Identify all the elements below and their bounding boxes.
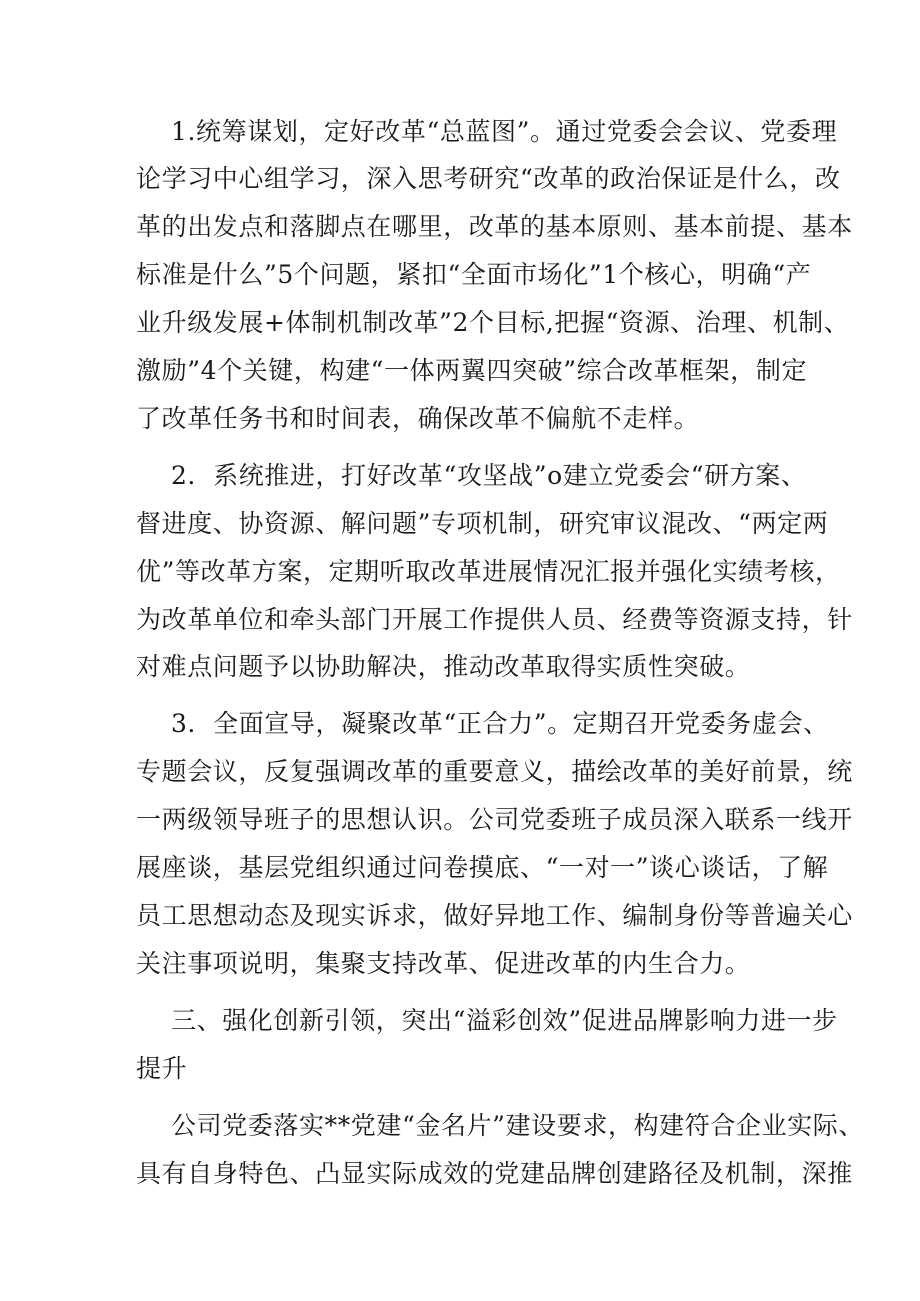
section-heading-line: 提升 (136, 1054, 188, 1083)
text-line: 专题会议，反复强调改革的重要意义，描绘改革的美好前景，统 (136, 757, 853, 786)
text-line: 展座谈，基层党组织通过问卷摸底、“一对一”谈心谈话，了解 (136, 853, 829, 882)
text-line: 了改革任务书和时间表，确保改革不偏航不走样。 (136, 404, 700, 433)
text-line: 员工思想动态及现实诉求，做好异地工作、编制身份等普遍关心 (136, 901, 853, 930)
text-line: 一两级领导班子的思想认识。公司党委班子成员深入联系一线开 (136, 805, 853, 834)
text-line: 公司党委落实**党建“金名片”建设要求，构建符合企业实际、 (171, 1111, 864, 1140)
text-line: 1.统筹谋划，定好改革“总蓝图”。通过党委会会议、党委理 (171, 117, 838, 146)
text-line: 革的出发点和落脚点在哪里，改革的基本原则、基本前提、基本 (136, 212, 853, 241)
text-line: 关注事项说明，集聚支持改革、促进改革的内生合力。 (136, 949, 751, 978)
text-line: 论学习中心组学习，深入思考研究“改革的政治保证是什么，改 (136, 164, 841, 193)
text-line: 为改革单位和牵头部门开展工作提供人员、经费等资源支持，针 (136, 605, 853, 634)
text-line: 具有自身特色、凸显实际成效的党建品牌创建路径及机制，深推 (136, 1159, 853, 1188)
text-line: 激励”4个关键，构建“一体两翼四突破”综合改革框架，制定 (136, 356, 808, 385)
section-heading-line: 三、强化创新引领，突出“溢彩创效”促进品牌影响力进一步 (171, 1006, 838, 1035)
text-line: 3．全面宣导，凝聚改革“正合力”。定期召开党委务虚会、 (171, 709, 829, 738)
text-line: 标准是什么”5个问题，紧扣“全面市场化”1个核心，明确“产 (136, 260, 812, 289)
text-line: 2．系统推进，打好改革“攻坚战”o建立党委会“研方案、 (171, 461, 807, 490)
text-line: 优”等改革方案，定期听取改革进展情况汇报并强化实绩考核， (136, 557, 841, 586)
text-line: 对难点问题予以协助解决，推动改革取得实质性突破。 (136, 652, 751, 681)
text-line: 督进度、协资源、解问题”专项机制，研究审议混改、“两定两 (136, 509, 829, 538)
text-line: 业升级发展+体制机制改革”2个目标,把握“资源、治理、机制、 (136, 308, 850, 337)
